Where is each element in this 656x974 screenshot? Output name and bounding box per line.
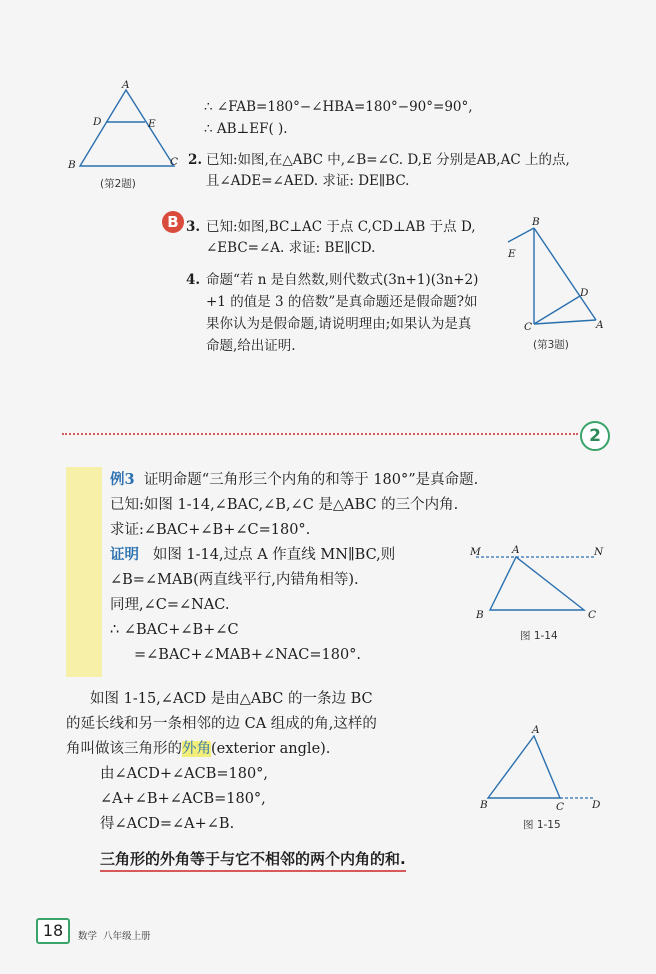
theorem-text: 三角形的外角等于与它不相邻的两个内角的和. xyxy=(100,850,406,872)
q3-line-2: ∠EBC=∠A. 求证: BE∥CD. xyxy=(206,240,376,256)
example3-proof-first xyxy=(110,544,395,566)
q4-line-1: 命题“若 n 是自然数,则代数式(3n+1)(3n+2) xyxy=(206,272,479,288)
proof-text: 如图 1-14,过点 A 作直线 MN∥BC,则 xyxy=(152,547,396,563)
figure-1-15 xyxy=(476,722,616,814)
fig3-caption: (第3题) xyxy=(533,339,569,351)
figure-1-14 xyxy=(466,540,606,626)
fig2-label-C: C xyxy=(170,156,179,168)
fig2-label-A: A xyxy=(122,79,130,91)
fig14-label-N: N xyxy=(594,546,604,558)
q2-line-1: 已知:如图,在△ABC 中,∠B=∠C. D,E 分别是AB,AC 上的点, xyxy=(206,152,570,168)
fig14-caption: 图 1-14 xyxy=(520,630,558,642)
proof-label: 证明 xyxy=(110,546,139,563)
fig3-label-B: B xyxy=(532,216,540,228)
fig14-label-M: M xyxy=(470,546,481,558)
fig3-label-A: A xyxy=(596,319,604,331)
fig15-label-D: D xyxy=(592,799,601,811)
exterior-line-3 xyxy=(66,738,330,760)
exterior-line-2: 的延长线和另一条相邻的边 CA 组成的角,这样的 xyxy=(66,716,377,732)
proof-line-2: ∴ AB⊥EF( ). xyxy=(204,121,288,137)
example-highlight-bar xyxy=(66,467,102,677)
exterior-line-3-pre: 角叫做该三角形的 xyxy=(66,741,182,757)
exterior-line-1: 如图 1-15,∠ACD 是由△ABC 的一条边 BC xyxy=(90,691,373,707)
exterior-line-3-post: (exterior angle). xyxy=(211,741,331,757)
example3-title xyxy=(110,469,478,491)
example3-prove: 求证:∠BAC+∠B+∠C=180°. xyxy=(110,522,311,538)
proof-line-1: ∴ ∠FAB=180°−∠HBA=180°−90°=90°, xyxy=(204,99,473,115)
theorem-statement xyxy=(100,848,406,869)
fig3-label-D: D xyxy=(580,287,589,299)
fig14-label-B: B xyxy=(476,609,484,621)
fig14-label-C: C xyxy=(588,609,597,621)
q4-number: 4. xyxy=(186,272,201,288)
figure-q2 xyxy=(62,78,192,190)
fig2-label-E: E xyxy=(148,118,156,130)
page-number: 18 xyxy=(36,918,70,944)
q3-line-1: 已知:如图,BC⊥AC 于点 C,CD⊥AB 于点 D, xyxy=(206,219,476,235)
exterior-calc-2: ∠A+∠B+∠ACB=180°, xyxy=(100,791,266,807)
fig15-label-B: B xyxy=(480,799,488,811)
q4-line-2: +1 的值是 3 的倍数”是真命题还是假命题?如 xyxy=(206,294,478,310)
fig3-label-E: E xyxy=(508,248,516,260)
q4-line-3: 果你认为是假命题,请说明理由;如果认为是真 xyxy=(206,316,472,332)
example3-proof-line-1: ∠B=∠MAB(两直线平行,内错角相等). xyxy=(110,572,359,588)
fig15-label-A: A xyxy=(532,724,540,736)
fig3-label-C: C xyxy=(524,321,533,333)
section-divider xyxy=(62,433,578,435)
q4-line-4: 命题,给出证明. xyxy=(206,338,296,354)
fig15-label-C: C xyxy=(556,801,565,813)
fig2-label-D: D xyxy=(93,116,102,128)
exterior-calc-3: 得∠ACD=∠A+∠B. xyxy=(100,816,235,832)
q2-number: 2. xyxy=(188,152,203,168)
q3-number: 3. xyxy=(186,219,201,235)
example3-statement: 证明命题“三角形三个内角的和等于 180°”是真命题. xyxy=(143,472,479,488)
example3-proof-line-2: 同理,∠C=∠NAC. xyxy=(110,597,230,613)
fig2-caption: (第2题) xyxy=(100,178,136,190)
exterior-angle-term: 外角 xyxy=(182,741,211,757)
exterior-calc-1: 由∠ACD+∠ACB=180°, xyxy=(100,766,269,782)
example3-given: 已知:如图 1-14,∠BAC,∠B,∠C 是△ABC 的三个内角. xyxy=(110,497,459,513)
example3-label: 例3 xyxy=(110,471,135,488)
example3-proof-line-4: =∠BAC+∠MAB+∠NAC=180°. xyxy=(134,647,362,663)
footer-subject: 数学 xyxy=(78,931,98,942)
example3-proof-line-3: ∴ ∠BAC+∠B+∠C xyxy=(110,622,239,638)
footer-grade: 八年级上册 xyxy=(103,931,151,942)
q2-line-2: 且∠ADE=∠AED. 求证: DE∥BC. xyxy=(206,173,410,189)
fig14-label-A: A xyxy=(512,544,520,556)
level-badge-b: B xyxy=(162,211,184,233)
section-number-badge: 2 xyxy=(580,421,610,451)
figure-q3 xyxy=(500,214,612,344)
fig2-label-B: B xyxy=(68,159,76,171)
fig15-caption: 图 1-15 xyxy=(523,819,561,831)
footer-book-info xyxy=(78,928,151,942)
